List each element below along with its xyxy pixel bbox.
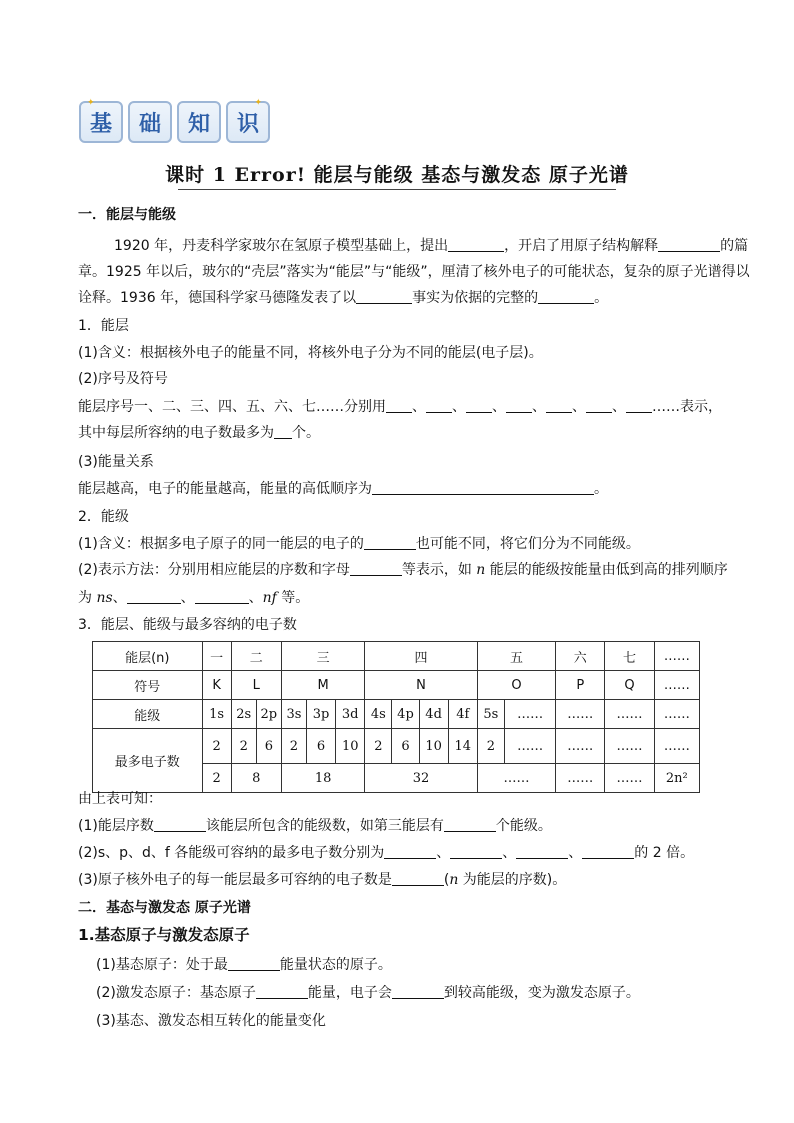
paragraph-line: (2)序号及符号 bbox=[78, 371, 168, 387]
table-cell: 七 bbox=[605, 642, 654, 671]
text: (1)能层序数 bbox=[78, 818, 154, 834]
paragraph-line bbox=[96, 955, 392, 975]
paragraph-line: (3)基态、激发态相互转化的能量变化 bbox=[96, 1013, 326, 1029]
text: 、 bbox=[412, 399, 426, 415]
table-cell: 4s bbox=[365, 700, 392, 729]
fill-blank[interactable] bbox=[626, 398, 652, 413]
table-cell: …… bbox=[654, 642, 699, 671]
fill-blank[interactable] bbox=[586, 398, 612, 413]
fill-blank[interactable] bbox=[450, 844, 502, 859]
fill-blank[interactable] bbox=[538, 289, 594, 304]
table-cell: 6 bbox=[392, 729, 419, 764]
table-cell: 18 bbox=[281, 764, 364, 793]
section-heading: 一．能层与能级 bbox=[78, 207, 176, 223]
fill-blank[interactable] bbox=[582, 844, 634, 859]
table-row bbox=[93, 700, 700, 729]
fill-blank[interactable] bbox=[384, 844, 436, 859]
sparkle-icon: ✦ bbox=[87, 98, 95, 108]
text: 能量，电子会 bbox=[307, 985, 392, 1001]
text: 1920 年，丹麦科学家玻尔在氢原子模型基础上，提出 bbox=[114, 238, 449, 254]
table-cell: …… bbox=[504, 700, 555, 729]
table-cell: 2 bbox=[477, 729, 504, 764]
fill-blank[interactable] bbox=[392, 871, 444, 886]
table-cell: 4p bbox=[392, 700, 419, 729]
table-cell: N bbox=[365, 671, 478, 700]
variable: ns bbox=[96, 590, 113, 606]
table-cell: …… bbox=[605, 764, 654, 793]
banner-char: 基 bbox=[89, 111, 112, 137]
text: 、 bbox=[180, 590, 195, 606]
text: 诠释。1936 年，德国科学家马德隆发表了以 bbox=[78, 290, 357, 306]
text: 。 bbox=[594, 290, 609, 306]
text: (1)基态原子：处于最 bbox=[96, 957, 228, 973]
table-cell: 3s bbox=[281, 700, 306, 729]
fill-blank[interactable] bbox=[372, 480, 594, 495]
text: 、 bbox=[502, 845, 517, 861]
text: ( bbox=[443, 872, 450, 888]
table-cell: …… bbox=[477, 764, 555, 793]
variable: nf bbox=[262, 590, 277, 606]
subheading: 2．能级 bbox=[78, 509, 129, 525]
table-cell: 2 bbox=[281, 729, 306, 764]
table-row bbox=[93, 729, 700, 764]
table-cell: 2 bbox=[202, 729, 231, 764]
table-cell: …… bbox=[605, 700, 654, 729]
table-cell: 6 bbox=[307, 729, 336, 764]
text: 。 bbox=[594, 481, 608, 497]
table-row bbox=[93, 671, 700, 700]
table-cell: 10 bbox=[336, 729, 365, 764]
text: 个。 bbox=[292, 425, 320, 441]
table-cell: 8 bbox=[231, 764, 281, 793]
text: 、 bbox=[452, 399, 466, 415]
fill-blank[interactable] bbox=[546, 398, 572, 413]
table-cell: …… bbox=[504, 729, 555, 764]
text: (1)含义：根据多电子原子的同一能层的电子的 bbox=[78, 536, 364, 552]
title-underline bbox=[178, 189, 616, 190]
paragraph-line: 由上表可知： bbox=[78, 791, 162, 807]
text: 事实为依据的完整的 bbox=[412, 290, 539, 306]
fill-blank[interactable] bbox=[466, 398, 492, 413]
banner-char: 知 bbox=[187, 111, 210, 137]
text: 其中每层所容纳的电子数最多为 bbox=[78, 425, 274, 441]
fill-blank[interactable] bbox=[426, 398, 452, 413]
table-cell: 32 bbox=[365, 764, 478, 793]
banner-tile bbox=[128, 101, 172, 143]
table-cell: 三 bbox=[281, 642, 364, 671]
table-cell: 3p bbox=[307, 700, 336, 729]
text: 个能级。 bbox=[495, 818, 552, 834]
text: 、 bbox=[436, 845, 451, 861]
text: 能层的能级按能量由低到高的排列顺序 bbox=[485, 562, 728, 578]
fill-blank[interactable] bbox=[448, 237, 504, 252]
text: 到较高能级，变为激发态原子。 bbox=[443, 985, 640, 1001]
fill-blank[interactable] bbox=[256, 984, 308, 999]
fill-blank[interactable] bbox=[350, 561, 402, 576]
fill-blank[interactable] bbox=[154, 817, 206, 832]
paragraph-line: 章。1925 年以后，玻尔的“壳层”落实为“能层”与“能级”，厘清了核外电子的可能状态，复杂的原子光谱得以 bbox=[78, 264, 750, 280]
text: 为 bbox=[78, 590, 97, 606]
table-cell: 四 bbox=[365, 642, 478, 671]
fill-blank[interactable] bbox=[516, 844, 568, 859]
table-cell: 符号 bbox=[93, 671, 203, 700]
paragraph-line bbox=[78, 479, 608, 499]
banner-tile bbox=[226, 98, 270, 143]
paragraph-line bbox=[78, 288, 608, 308]
text: 等表示，如 bbox=[401, 562, 477, 578]
table-cell: …… bbox=[556, 729, 605, 764]
fill-blank[interactable] bbox=[658, 237, 720, 252]
table-cell: 2n² bbox=[654, 764, 699, 793]
text: ……表示， bbox=[652, 399, 722, 415]
table-cell: 二 bbox=[231, 642, 281, 671]
banner-char: 础 bbox=[138, 111, 161, 137]
text: (2)表示方法：分别用相应能层的序数和字母 bbox=[78, 562, 350, 578]
fill-blank[interactable] bbox=[274, 424, 292, 439]
fill-blank[interactable] bbox=[444, 817, 496, 832]
page-title: 课时 1 Error! 能层与能级 基态与激发态 原子光谱 bbox=[165, 164, 629, 186]
table-cell: L bbox=[231, 671, 281, 700]
table-cell: 2s bbox=[231, 700, 256, 729]
text: 该能层所包含的能级数，如第三能层有 bbox=[205, 818, 444, 834]
energy-level-table bbox=[92, 641, 700, 793]
paragraph-line bbox=[78, 397, 722, 417]
variable: n bbox=[449, 872, 459, 888]
text: 等。 bbox=[276, 590, 310, 606]
text: 、 bbox=[572, 399, 586, 415]
table-cell: 5s bbox=[477, 700, 504, 729]
table-cell: 2 bbox=[365, 729, 392, 764]
text: 为能层的序数)。 bbox=[458, 872, 567, 888]
text: (2)激发态原子：基态原子 bbox=[96, 985, 256, 1001]
table-cell: K bbox=[202, 671, 231, 700]
text: 能层越高，电子的能量越高，能量的高低顺序为 bbox=[78, 481, 372, 497]
table-cell: …… bbox=[556, 700, 605, 729]
table-cell: …… bbox=[654, 729, 699, 764]
table-cell: M bbox=[281, 671, 364, 700]
fill-blank[interactable] bbox=[506, 398, 532, 413]
table-cell: 五 bbox=[477, 642, 555, 671]
text: 、 bbox=[112, 590, 127, 606]
paragraph-line bbox=[78, 816, 552, 836]
table-cell: …… bbox=[556, 764, 605, 793]
section-banner bbox=[79, 98, 270, 143]
fill-blank[interactable] bbox=[127, 589, 181, 604]
banner-char: 识 bbox=[236, 111, 259, 137]
section-heading: 二．基态与激发态 原子光谱 bbox=[78, 900, 251, 916]
table-cell: 最多电子数 bbox=[93, 729, 203, 793]
paragraph-line bbox=[78, 560, 728, 580]
table-cell: 3d bbox=[336, 700, 365, 729]
fill-blank[interactable] bbox=[356, 289, 412, 304]
paragraph-line: (1)含义：根据核外电子的能量不同，将核外电子分为不同的能层(电子层)。 bbox=[78, 345, 543, 361]
text: 的 2 倍。 bbox=[634, 845, 695, 861]
banner-tile bbox=[177, 101, 221, 143]
text: 、 bbox=[492, 399, 506, 415]
subheading: 1.基态原子与激发态原子 bbox=[78, 926, 250, 944]
table-cell: 2p bbox=[256, 700, 281, 729]
text: 能层序号一、二、三、四、五、六、七……分别用 bbox=[78, 399, 386, 415]
fill-blank[interactable] bbox=[228, 956, 280, 971]
table-cell: P bbox=[556, 671, 605, 700]
sparkle-icon: ✦ bbox=[254, 98, 262, 108]
fill-blank[interactable] bbox=[195, 589, 249, 604]
table-cell: 14 bbox=[448, 729, 477, 764]
text: (2)s、p、d、f 各能级可容纳的最多电子数分别为 bbox=[78, 845, 385, 861]
text: 能量状态的原子。 bbox=[279, 957, 392, 973]
text: 也可能不同，将它们分为不同能级。 bbox=[415, 536, 640, 552]
paragraph-line bbox=[78, 423, 320, 443]
paragraph-line bbox=[78, 843, 694, 863]
paragraph-line bbox=[78, 534, 640, 554]
paragraph-line bbox=[78, 588, 309, 608]
table-cell: O bbox=[477, 671, 555, 700]
table-cell: …… bbox=[605, 729, 654, 764]
table-cell: 一 bbox=[202, 642, 231, 671]
text: 、 bbox=[612, 399, 626, 415]
paragraph-line: (3)能量关系 bbox=[78, 454, 154, 470]
table-cell: 1s bbox=[202, 700, 231, 729]
table-cell: …… bbox=[654, 671, 699, 700]
table-cell: 10 bbox=[419, 729, 448, 764]
subheading: 1．能层 bbox=[78, 318, 129, 334]
text: 的篇 bbox=[720, 238, 749, 254]
text: 、 bbox=[532, 399, 546, 415]
text: 、 bbox=[568, 845, 583, 861]
paragraph-line bbox=[96, 983, 640, 1003]
fill-blank[interactable] bbox=[386, 398, 412, 413]
text: ，开启了用原子结构解释 bbox=[504, 238, 659, 254]
table-row bbox=[93, 642, 700, 671]
table-cell: 能层(n) bbox=[93, 642, 203, 671]
table-cell: 六 bbox=[556, 642, 605, 671]
table-cell: 4f bbox=[448, 700, 477, 729]
banner-tile bbox=[79, 98, 123, 143]
text: 、 bbox=[248, 590, 263, 606]
subheading: 3．能层、能级与最多容纳的电子数 bbox=[78, 617, 297, 633]
variable: n bbox=[476, 562, 486, 578]
paragraph-line bbox=[78, 870, 566, 890]
table-cell: 2 bbox=[202, 764, 231, 793]
fill-blank[interactable] bbox=[364, 535, 416, 550]
table-cell: 6 bbox=[256, 729, 281, 764]
table-cell: 能级 bbox=[93, 700, 203, 729]
fill-blank[interactable] bbox=[392, 984, 444, 999]
paragraph-line bbox=[114, 236, 748, 256]
table-cell: Q bbox=[605, 671, 654, 700]
table-cell: 4d bbox=[419, 700, 448, 729]
table-cell: 2 bbox=[231, 729, 256, 764]
text: (3)原子核外电子的每一能层最多可容纳的电子数是 bbox=[78, 872, 392, 888]
table-cell: …… bbox=[654, 700, 699, 729]
